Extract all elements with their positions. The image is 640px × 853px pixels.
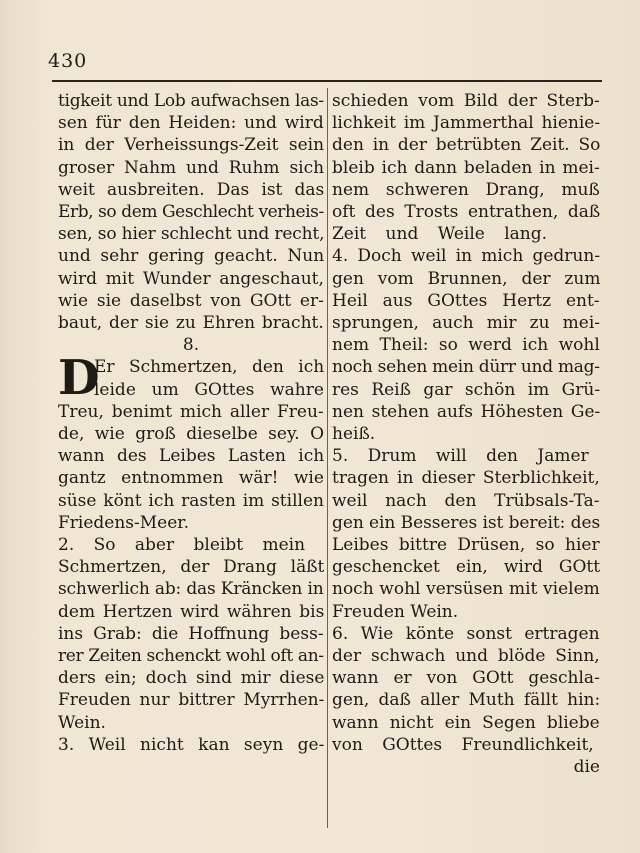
text-line: Heil aus GOttes Hertz ent- <box>332 290 600 311</box>
text-line: nem Theil: so werd ich wohl <box>332 335 600 356</box>
text-line: Erb, so dem Geschlecht verheis- <box>58 202 324 223</box>
text-line: sprungen, auch mir zu mei- <box>332 313 600 334</box>
text-line: Freuden nur bittrer Myrrhen- <box>58 690 324 711</box>
text-line: schieden vom Bild der Sterb- <box>332 91 600 111</box>
text-line: geschencket ein, wird GOtt <box>332 557 600 578</box>
text-line: bleib ich dann beladen in mei- <box>332 157 600 178</box>
text-line: ins Grab: die Hoffnung bess- <box>58 623 324 644</box>
text-line: tragen in dieser Sterblichkeit, <box>332 468 600 489</box>
text-line: wann er von GOtt geschla- <box>332 668 600 689</box>
text-line: res Reiß gar schön im Grü- <box>332 379 600 400</box>
text-line: der schwach und blöde Sinn, <box>332 646 600 667</box>
text-line: gen vom Brunnen, der zum <box>332 268 600 289</box>
text-line: wann nicht ein Segen bliebe <box>332 712 600 733</box>
text-line: leide um GOttes wahre <box>94 379 324 400</box>
text-line: tigkeit und Lob aufwachsen las- <box>58 91 324 111</box>
text-line: rer Zeiten schenckt wohl oft an- <box>58 646 324 667</box>
text-line: gen ein Besseres ist bereit: des <box>332 512 600 533</box>
right-column <box>332 90 600 778</box>
text-line: weil nach den Trübsals-Ta- <box>332 490 600 511</box>
drop-cap-block <box>58 350 324 407</box>
text-line: nem schweren Drang, muß <box>332 179 600 200</box>
text-line: den in der betrübten Zeit. So <box>332 135 600 156</box>
text-line: gen, daß aller Muth fällt hin: <box>332 690 600 711</box>
text-line: 5. Drum will den Jamer <box>332 446 589 467</box>
text-line: Freuden Wein. <box>332 601 459 622</box>
text-line: sen für den Heiden: und wird <box>58 113 324 134</box>
column-divider <box>327 88 328 828</box>
text-line: Er Schmertzen, den ich <box>94 357 324 378</box>
text-line: Zeit und Weile lang. <box>332 224 548 245</box>
text-line: noch wohl versüsen mit vielem <box>332 579 600 600</box>
text-line: süse könt ich rasten im stillen <box>58 490 324 511</box>
text-line: noch sehen mein dürr und mag- <box>332 357 600 378</box>
stanza-number: 8. <box>182 335 200 356</box>
text-line: wie sie daselbst von GOtt er- <box>58 290 324 311</box>
text-line: 4. Doch weil in mich gedrun- <box>332 246 600 267</box>
text-line: Schmertzen, der Drang läßt <box>58 557 324 578</box>
text-line: de, wie groß dieselbe sey. O <box>58 424 324 445</box>
catchword: die <box>573 757 600 778</box>
text-line: groser Nahm und Ruhm sich <box>58 157 324 178</box>
text-line: 6. Wie könte sonst ertragen <box>332 623 600 644</box>
text-line: oft des Trosts entrathen, daß <box>332 202 600 223</box>
text-line: schwerlich ab: das Kräncken in <box>58 579 324 600</box>
text-line: 3. Weil nicht kan seyn ge- <box>58 734 324 755</box>
text-line: wann des Leibes Lasten ich <box>58 446 324 467</box>
text-line: dem Hertzen wird währen bis <box>58 601 324 622</box>
text-line: 2. So aber bleibt mein <box>58 535 306 556</box>
text-line: gantz entnommen wär! wie <box>58 468 324 489</box>
drop-cap: D <box>58 350 100 407</box>
text-line: von GOttes Freundlichkeit, <box>332 734 594 755</box>
text-line: baut, der sie zu Ehren bracht. <box>58 313 324 334</box>
text-line: Leibes bittre Drüsen, so hier <box>332 535 600 556</box>
text-line: in der Verheissungs-Zeit sein <box>58 135 324 156</box>
left-column <box>58 90 324 756</box>
page-number: 430 <box>48 50 88 72</box>
text-line: nen stehen aufs Höhesten Ge- <box>332 401 600 422</box>
text-line: Wein. <box>58 712 106 733</box>
text-line: weit ausbreiten. Das ist das <box>58 179 324 200</box>
text-line: Treu, benimt mich aller Freu- <box>58 401 324 422</box>
text-line: ders ein; doch sind mir diese <box>58 668 324 689</box>
text-line: Friedens-Meer. <box>58 512 189 533</box>
text-line: heiß. <box>332 424 376 445</box>
text-line: wird mit Wunder angeschaut, <box>58 268 324 289</box>
text-line: sen, so hier schlecht und recht, <box>58 224 324 245</box>
text-line: und sehr gering geacht. Nun <box>58 246 324 267</box>
text-line: lichkeit im Jammerthal hienie- <box>332 113 600 134</box>
header-rule <box>52 80 602 82</box>
